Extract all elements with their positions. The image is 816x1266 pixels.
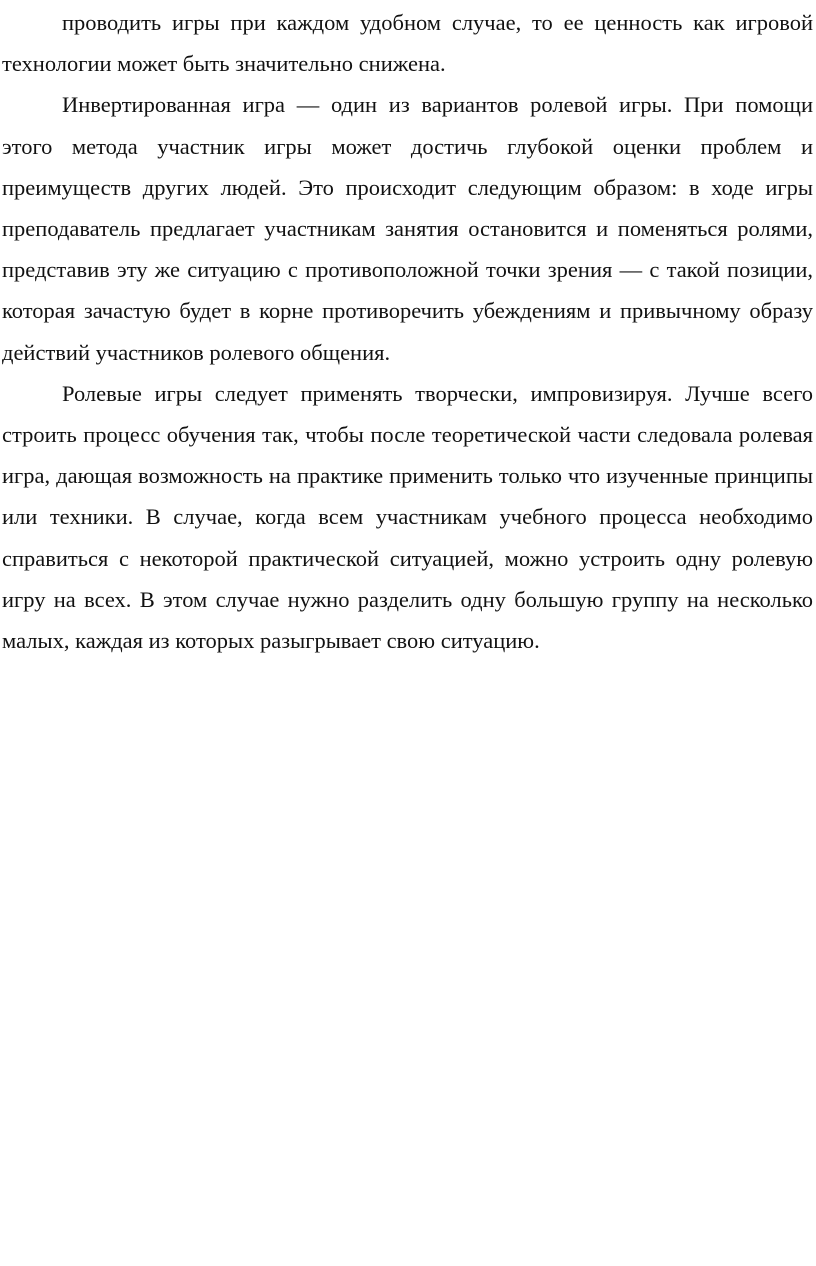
paragraph-inverted-game: Инвертированная игра — один из вариантов ролевой игры. При помощи этого метода участник игры может достичь глубокой оценки проблем и преимуществ других людей. Это происходит следующим образом: в ходе игры преподаватель предлагает участникам занятия остановится и поменяться ролями, представив эту же ситуацию с противоположной точки зрения — с такой позиции, которая зачастую будет в корне противоречить убеждениям и привычному образу действий участников ролевого общения. [2,92,813,365]
paragraph-role-games: Ролевые игры следует применять творчески, импровизируя. Лучше всего строить процесс обучения так, чтобы после теоретической части следовала ролевая игра, дающая возможность на практике применить только что изученные принципы или техники. В случае, когда всем участникам учебного процесса необходимо справиться с некоторой практической ситуацией, можно устроить одну ролевую игру на всех. В этом случае нужно разделить одну большую группу на несколько малых, каждая из которых разыгрывает свою ситуацию. [2,380,813,654]
paragraph-continuation: проводить игры при каждом удобном случае, то ее ценность как игровой технологии может быть значительно снижена. [2,10,813,77]
document-body [2,2,813,661]
